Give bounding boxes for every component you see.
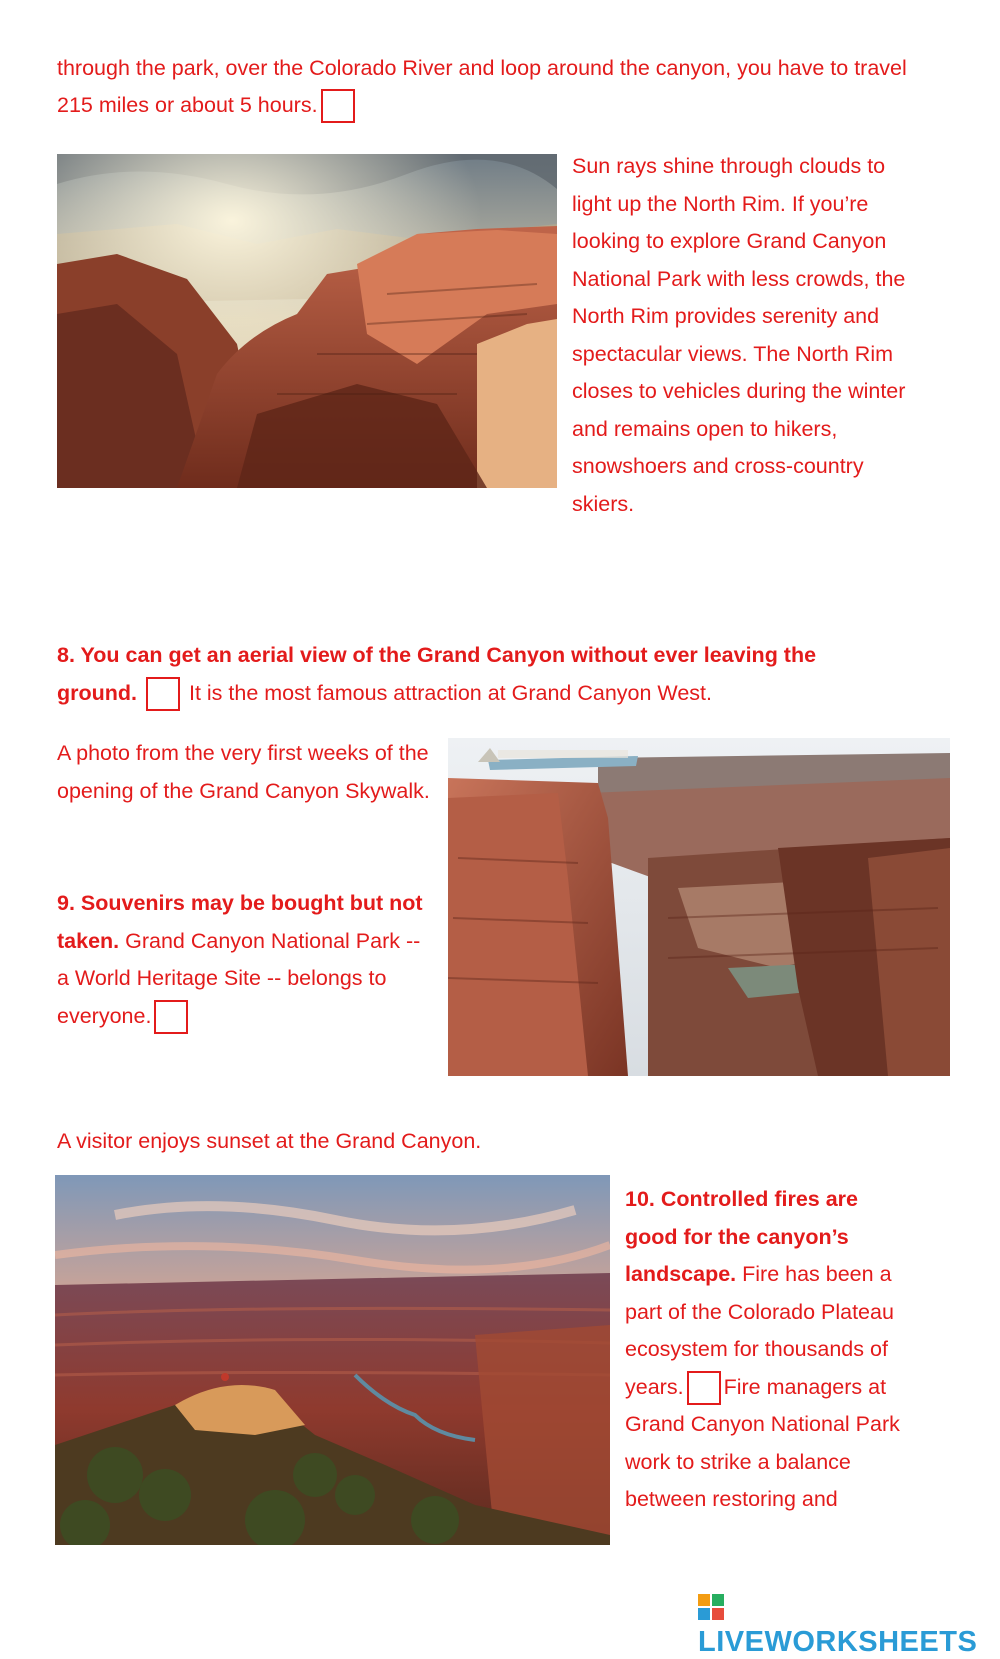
north-rim-line: Sun rays shine through clouds to <box>572 154 886 178</box>
skywalk-caption-line: opening of the Grand Canyon Skywalk. <box>57 778 430 803</box>
answer-box-7[interactable] <box>321 89 355 123</box>
sunset-photo <box>55 1175 610 1545</box>
fact-9-line-4 <box>57 998 423 1036</box>
fact-10-title-2: good for the canyon’s <box>625 1224 849 1249</box>
fact-10-line-6 <box>625 1369 900 1407</box>
fact-8-line-2 <box>57 675 712 713</box>
sunset-caption: A visitor enjoys sunset at the Grand Canyon. <box>57 1129 482 1153</box>
north-rim-line: spectacular views. The North Rim <box>572 341 894 366</box>
north-rim-photo <box>57 154 557 488</box>
fact-8-rest: It is the most famous attraction at Grand Canyon West. <box>188 681 712 705</box>
skywalk-photo <box>448 738 950 1076</box>
fact-10-line-9: between restoring and <box>625 1487 838 1511</box>
fact-8-title-end: ground. <box>57 681 138 705</box>
north-rim-line: and remains open to hikers, <box>572 416 838 441</box>
fact-9-line-3: a World Heritage Site -- belongs to <box>57 966 387 990</box>
answer-box-9[interactable] <box>154 1000 188 1034</box>
north-rim-line: looking to explore Grand Canyon <box>572 229 887 253</box>
skywalk-caption <box>57 735 430 810</box>
fact-9-rest: Grand Canyon National Park -- <box>125 928 421 953</box>
fact-9-rest-end: everyone. <box>57 1003 152 1028</box>
intro-line-2: 215 miles or about 5 hours. <box>57 87 358 125</box>
fact-9-title-end: taken. <box>57 928 120 953</box>
fact-10-rest: Fire has been a <box>742 1262 892 1286</box>
north-rim-text <box>572 148 905 523</box>
fact-9-title: 9. Souvenirs may be bought but not <box>57 891 423 915</box>
answer-box-10[interactable] <box>687 1371 721 1405</box>
liveworksheets-logo-icon <box>698 1594 724 1620</box>
north-rim-line: snowshoers and cross-country <box>572 454 864 478</box>
fact-10-line-8: work to strike a balance <box>625 1449 851 1474</box>
skywalk-caption-line: A photo from the very first weeks of the <box>57 741 429 765</box>
liveworksheets-logo-text: LIVEWORKSHEETS <box>698 1626 978 1658</box>
intro-line-1: through the park, over the Colorado River and loop around the canyon, you have to travel <box>57 56 907 80</box>
north-rim-line: skiers. <box>572 491 635 516</box>
fact-10-line-7: Grand Canyon National Park <box>625 1412 900 1436</box>
fact-8-title: 8. You can get an aerial view of the Grand Canyon without ever leaving the <box>57 643 817 667</box>
liveworksheets-logo <box>698 1591 1000 1659</box>
fact-10-years: years. <box>625 1374 684 1399</box>
fact-10-title-end: landscape. <box>625 1262 737 1286</box>
fact-9 <box>57 885 423 1035</box>
fact-10-title-1: 10. Controlled fires are <box>625 1187 858 1211</box>
fact-10-line-3 <box>625 1256 900 1294</box>
north-rim-line: North Rim provides serenity and <box>572 304 880 328</box>
fact-10 <box>625 1181 900 1519</box>
fact-9-line-2 <box>57 923 423 961</box>
fact-10-line-5: ecosystem for thousands of <box>625 1337 888 1361</box>
north-rim-line: National Park with less crowds, the <box>572 266 906 291</box>
answer-box-8[interactable] <box>146 677 180 711</box>
fact-10-fire-managers: Fire managers at <box>723 1374 887 1399</box>
fact-10-line-4: part of the Colorado Plateau <box>625 1299 894 1324</box>
north-rim-line: light up the North Rim. If you’re <box>572 191 869 216</box>
north-rim-line: closes to vehicles during the winter <box>572 379 906 403</box>
